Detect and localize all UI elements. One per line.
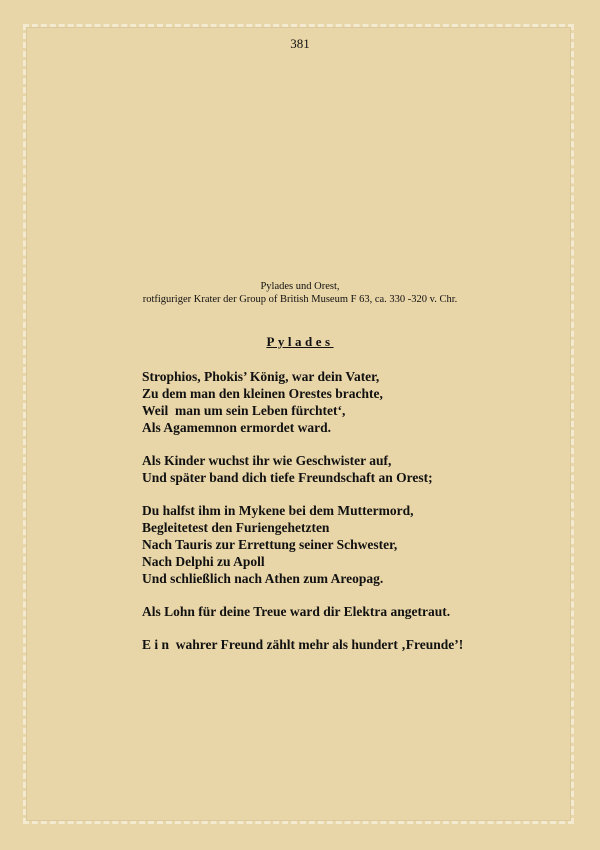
poem-line: Weil man um sein Leben fürchtet‘, [142,403,346,418]
poem-line: Nach Tauris zur Errettung seiner Schwester, [142,537,398,552]
stanza-1 [142,368,562,436]
poem-title: Pylades [266,334,334,349]
stanza-5 [142,636,562,653]
caption-line-1: Pylades und Orest, [260,281,340,292]
poem-line: Zu dem man den kleinen Orestes brachte, [142,386,383,401]
poem-line: Begleitetest den Furiengehetzten [142,520,330,535]
page-number: 381 [290,36,310,51]
poem-line: Und später band dich tiefe Freundschaft an Orest; [142,470,433,485]
poem-line: Als Agamemnon ermordet ward. [142,420,331,435]
stanza-3 [142,502,562,587]
stanza-2 [142,452,562,486]
poem-body [142,368,562,669]
poem-line: Als Lohn für deine Treue ward dir Elektra angetraut. [142,604,451,619]
poem-line: E i n wahrer Freund zählt mehr als hundert ‚Freunde’! [142,637,464,652]
image-caption [0,280,600,306]
poem-line: Strophios, Phokis’ König, war dein Vater, [142,369,380,384]
poem-line: Du halfst ihm in Mykene bei dem Muttermord, [142,503,414,518]
poem-line: Als Kinder wuchst ihr wie Geschwister auf, [142,453,392,468]
poem-line: Und schließlich nach Athen zum Areopag. [142,571,384,586]
poem-line: Nach Delphi zu Apoll [142,554,265,569]
caption-line-2: rotfiguriger Krater der Group of British Museum F 63, ca. 330 -320 v. Chr. [142,294,458,305]
stanza-4 [142,603,562,620]
